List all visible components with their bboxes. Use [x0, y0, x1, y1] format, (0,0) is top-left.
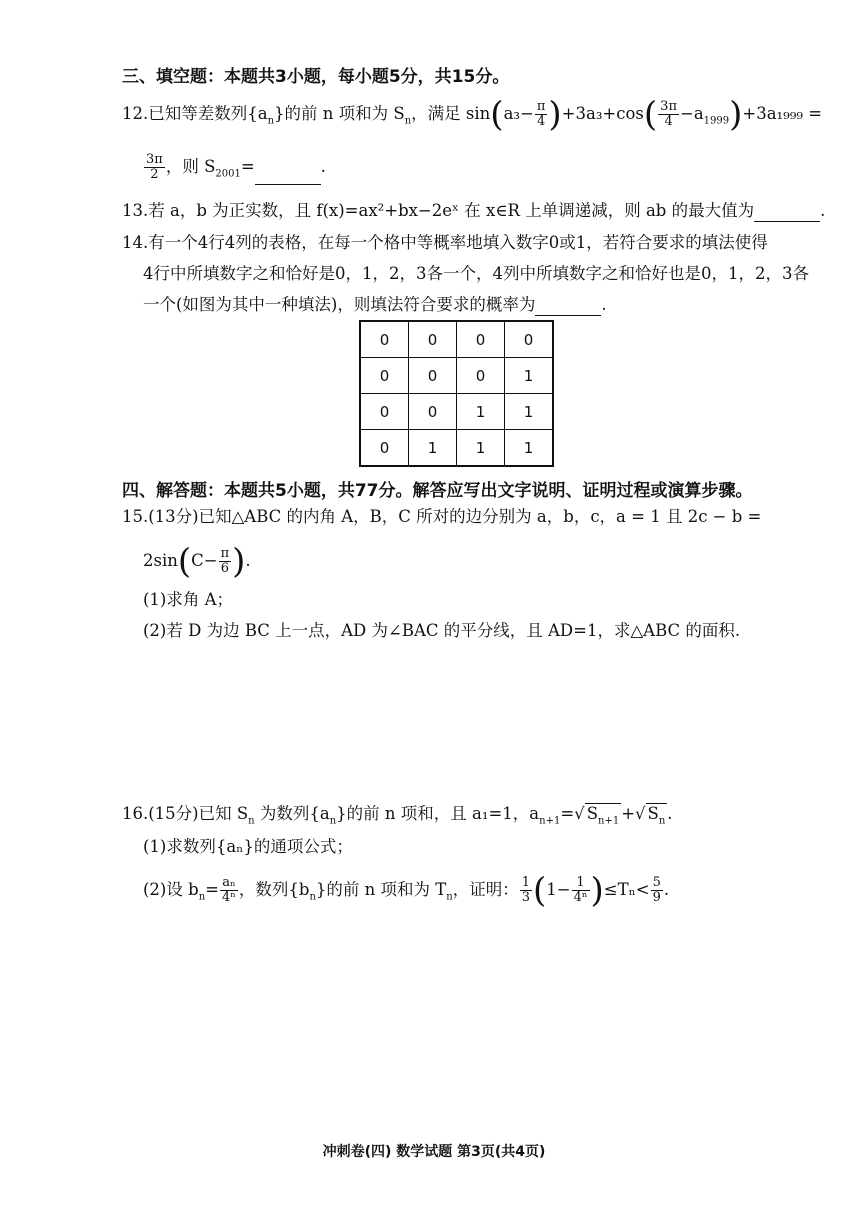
question-14-line1: 14.有一个4行4列的表格，在每一个格中等概率地填入数字0或1，若符合要求的填法使得 — [122, 233, 768, 252]
q12-period: . — [320, 157, 326, 176]
q16-plus: + — [621, 804, 636, 823]
q12-number: 12. — [122, 104, 149, 123]
q12-text-b: }的前 n 项和为 S — [274, 104, 405, 123]
grid-cell: 0 — [360, 321, 409, 358]
q13-text: 13.若 a，b 为正实数，且 f(x)=ax²+bx−2eˣ 在 x∈R 上单调递减，则 ab 的最大值为 — [122, 201, 755, 220]
q16-text-b: 为数列{a — [254, 804, 330, 823]
q15-2sin: 2sin — [143, 551, 178, 570]
question-16-part1: (1)求数列{aₙ}的通项公式； — [143, 837, 353, 856]
grid-cell: 1 — [409, 430, 457, 467]
question-15-part2: (2)若 D 为边 BC 上一点，AD 为∠BAC 的平分线，且 AD=1，求△ABC 的面积. — [143, 621, 741, 640]
q14-answer-blank[interactable] — [535, 297, 601, 316]
q16-five-ninths: $\frac{5}{9}$ — [652, 875, 661, 905]
q14-text: 一个(如图为其中一种填法)，则填法符合要求的概率为 — [143, 295, 536, 314]
section-answer-heading: 四、解答题：本题共5小题，共77分。解答应写出文字说明、证明过程或演算步骤。 — [122, 481, 753, 501]
question-16-part2: (2)设 $b_n=$ $\frac{\text{aₙ}}{\text{4ⁿ}}$ ，数列$\{b_n\}$的前 n 项和为 $T_n$，证明： $\frac{1}{3}$ (1− $\frac{1}{\text{4ⁿ}}$ )≤Tₙ< $\frac{5}{9}$ . — [143, 870, 670, 911]
q15-period: . — [245, 551, 251, 570]
q12-3pi-over-4: $\frac{3\pi}{4}$ — [660, 99, 677, 129]
q16-p2-b: ，数列{b — [238, 880, 310, 899]
q16-p2-a: (2)设 b — [143, 880, 199, 899]
q13-answer-blank[interactable] — [754, 203, 820, 222]
q14-example-grid — [359, 320, 554, 467]
q12-eq: = — [240, 157, 255, 176]
q14-period: . — [601, 295, 607, 314]
q12-then: ，则 S — [165, 157, 216, 176]
q16-p2-eq: = — [205, 880, 219, 899]
q16-one-third: $\frac{1}{3}$ — [521, 875, 530, 905]
grid-cell: 0 — [457, 321, 505, 358]
grid-cell: 0 — [409, 394, 457, 430]
q12-text-a: 已知等差数列{a — [148, 104, 268, 123]
q16-p2-d: ，证明： — [452, 880, 519, 899]
q12-paren1-inner: a₃− — [503, 104, 534, 123]
q16-text-c: }的前 n 项和，且 a₁=1，a — [336, 804, 540, 823]
grid-cell: 0 — [409, 358, 457, 394]
grid-row — [360, 394, 553, 430]
grid-cell: 1 — [505, 430, 554, 467]
question-14-line3 — [143, 294, 607, 316]
grid-cell: 0 — [360, 430, 409, 467]
q16-sqrt-sn: √ $S_n$ — [635, 804, 666, 827]
q16-period: . — [667, 804, 673, 823]
question-13 — [122, 200, 825, 222]
question-15-line1: 15.(13分)已知△ABC 的内角 A，B，C 所对的边分别为 a，b，c，a = 1 且 2c − b = — [122, 507, 762, 526]
q12-3pi-over-2: $\frac{3\pi}{2}$ — [146, 152, 163, 182]
grid-cell: 0 — [505, 321, 554, 358]
grid-cell: 0 — [409, 321, 457, 358]
grid-row — [360, 358, 553, 394]
grid-cell: 0 — [360, 394, 409, 430]
page-footer: 冲刺卷(四) 数学试题 第3页(共4页) — [322, 1144, 546, 1160]
grid-cell: 1 — [505, 358, 554, 394]
q16-one-minus: 1− — [546, 880, 571, 899]
question-12-line2: $\frac{3\pi}{2}$ ，则 $S_{2001}=$ . — [143, 153, 326, 185]
question-15-part1: (1)求角 A； — [143, 590, 234, 609]
q16-one-over-4n: $\frac{1}{\text{4ⁿ}}$ — [573, 875, 588, 905]
question-16-line1: 16.(15分)已知 $S_n$ 为数列$\{a_n\}$的前 n 项和，且 a₁=1，$a_{n+1}=√$ $S_{n+1}$ +√ $S_n$ . — [122, 804, 673, 827]
q12-minus-a: −a — [680, 104, 704, 123]
grid-cell: 1 — [457, 430, 505, 467]
q12-pi-over-4: $\frac{\pi}{4}$ — [536, 99, 546, 129]
q12-answer-blank[interactable] — [255, 166, 321, 185]
grid-cell: 1 — [505, 394, 554, 430]
q12-tail: +3a₁₉₉₉ = — [742, 104, 823, 123]
question-12-line1: 12.已知等差数列$\{a_n\}$的前 n 项和为 $S_n$，满足 sin(a₃− $\frac{\pi}{4}$ )+3a₃+cos( $\frac{3\pi}{4}$ $-a_{1999})+3a_{1999}$ = — [122, 94, 823, 135]
grid-row — [360, 321, 553, 358]
question-14-line2: 4行中所填数字之和恰好是0，1，2，3各一个，4列中所填数字之和恰好也是0，1，2，3各 — [143, 264, 809, 283]
q13-period: . — [820, 201, 826, 220]
q12-text-c: ，满足 sin — [411, 104, 491, 123]
section-fill-blank-heading: 三、填空题：本题共3小题，每小题5分，共15分。 — [122, 67, 510, 87]
q16-end: . — [663, 880, 670, 899]
grid-cell: 1 — [457, 394, 505, 430]
grid-row — [360, 430, 553, 467]
q12-mid: +3a₃+cos — [561, 104, 644, 123]
grid-cell: 0 — [457, 358, 505, 394]
q15-c-minus: C− — [191, 551, 218, 570]
q16-le-tn: ≤Tₙ< — [603, 880, 650, 899]
q16-eq: = — [560, 804, 575, 823]
q16-an-over-4n: $\frac{\text{aₙ}}{\text{4ⁿ}}$ — [221, 875, 236, 905]
q15-pi-over-6: $\frac{\pi}{6}$ — [220, 546, 230, 576]
q16-text-a: 16.(15分)已知 S — [122, 804, 249, 823]
q16-p2-c: }的前 n 项和为 T — [315, 880, 447, 899]
q16-sqrt-sn1: √ $S_{n+1}$ — [574, 804, 620, 827]
grid-cell: 0 — [360, 358, 409, 394]
question-15-line2: 2sin(C− $\frac{\pi}{6}$ ). — [143, 541, 251, 582]
